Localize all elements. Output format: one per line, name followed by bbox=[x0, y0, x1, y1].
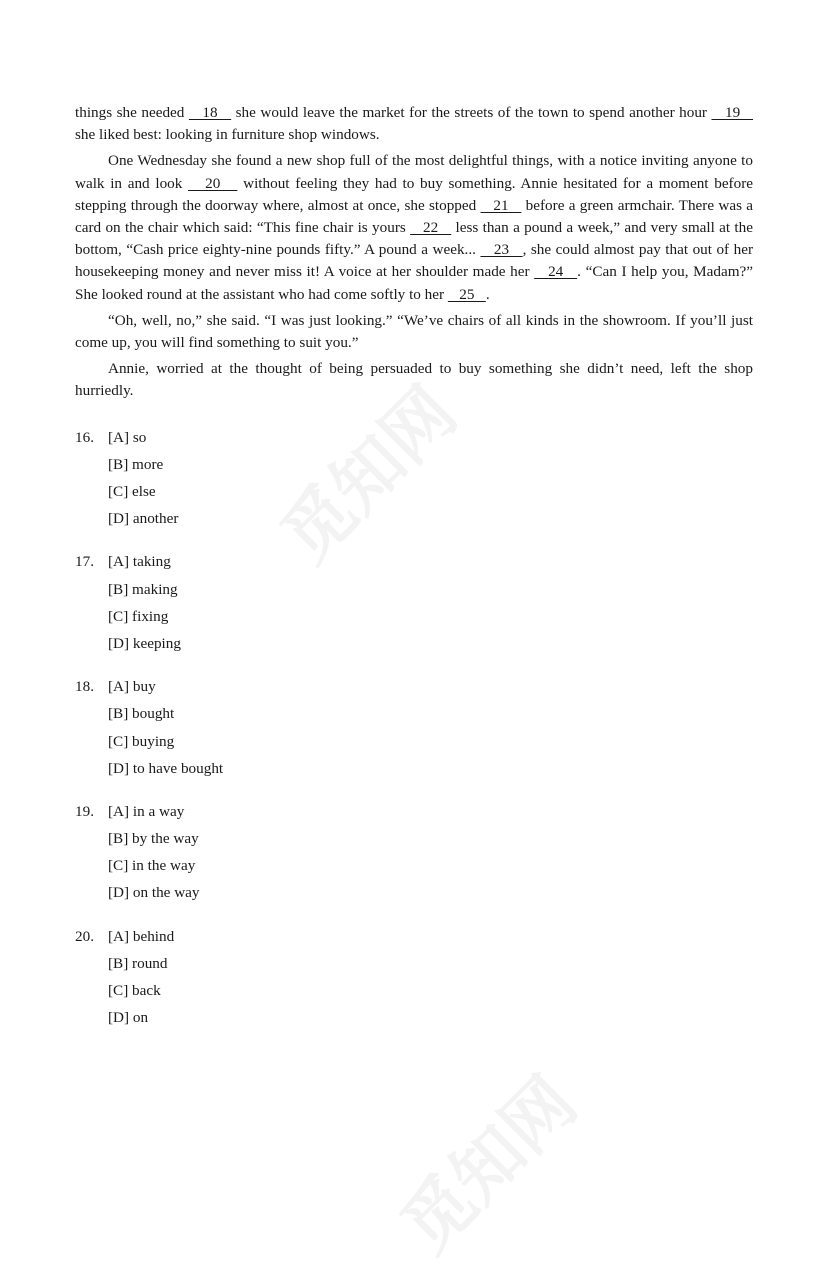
option-b: [B] by the way bbox=[108, 830, 199, 848]
option-b: [B] bought bbox=[108, 705, 175, 723]
option-d: [D] another bbox=[108, 510, 179, 528]
answer-blank: 19 bbox=[711, 104, 754, 121]
option-a: [A] behind bbox=[108, 927, 175, 945]
option-c: [C] back bbox=[108, 982, 161, 1000]
passage-paragraph-4 bbox=[75, 358, 753, 402]
question-list bbox=[75, 427, 753, 1035]
answer-blank: 21 bbox=[480, 196, 522, 214]
option-b: [B] round bbox=[108, 954, 168, 972]
passage-text: before a green armchair. There was a card on the chair which said: “This fine chair is yours bbox=[75, 196, 753, 237]
answer-blank: 24 bbox=[534, 263, 578, 281]
option-a: [A] taking bbox=[108, 553, 171, 571]
option-d: [D] keeping bbox=[108, 634, 181, 652]
passage-paragraph-1 bbox=[75, 102, 753, 146]
question-number: 18. bbox=[75, 678, 94, 696]
question-number: 20. bbox=[75, 927, 94, 945]
option-a: [A] in a way bbox=[108, 802, 185, 820]
question-item bbox=[75, 926, 753, 1035]
document-page bbox=[75, 102, 753, 1050]
answer-blank: 22 bbox=[410, 219, 452, 237]
option-list bbox=[108, 801, 753, 910]
question-number: 19. bbox=[75, 802, 94, 820]
question-number: 16. bbox=[75, 428, 94, 446]
option-a: [A] buy bbox=[108, 678, 156, 696]
passage-text: less than a pound a week,” and very small at the bottom, “Cash price eighty-nine pounds fifty.” A pound a week... bbox=[75, 219, 753, 259]
option-c: [C] fixing bbox=[108, 607, 169, 625]
option-b: [B] making bbox=[108, 580, 178, 598]
option-c: [C] buying bbox=[108, 732, 175, 750]
passage-text: One Wednesday she found a new shop full of the most delightful things, with a notice inviting anyone to walk in and look bbox=[75, 152, 753, 192]
passage-text: Annie, worried at the thought of being persuaded to buy something she didn’t need, left the shop hurriedly. bbox=[75, 360, 753, 400]
question-item bbox=[75, 427, 753, 536]
answer-blank: 18 bbox=[188, 104, 232, 121]
passage-text: she would leave the market for the streets of the town to spend another hour bbox=[231, 104, 712, 121]
option-a: [A] so bbox=[108, 428, 147, 446]
answer-blank: 20 bbox=[188, 174, 238, 192]
question-item bbox=[75, 801, 753, 910]
option-d: [D] to have bought bbox=[108, 759, 224, 777]
option-c: [C] in the way bbox=[108, 857, 196, 875]
passage-text: without feeling they had to buy something. Annie hesitated for a moment before stepping through the doorway where, almost at once, she stopped bbox=[75, 174, 754, 214]
passage-paragraph-2 bbox=[75, 150, 753, 305]
passage-text: she liked best: looking in furniture shop windows. bbox=[75, 126, 380, 144]
question-item bbox=[75, 551, 753, 660]
option-d: [D] on the way bbox=[108, 884, 200, 902]
option-b: [B] more bbox=[108, 455, 164, 473]
question-number: 17. bbox=[75, 553, 94, 571]
question-item bbox=[75, 676, 753, 785]
option-list bbox=[108, 427, 753, 536]
passage-text: . bbox=[485, 285, 490, 303]
passage-text: , she could almost pay that out of her housekeeping money and never miss it! A voice at her shoulder made her bbox=[75, 241, 754, 281]
option-c: [C] else bbox=[108, 483, 156, 501]
option-list bbox=[108, 926, 753, 1035]
option-list bbox=[108, 676, 753, 785]
watermark: 觅知网 bbox=[385, 1061, 593, 1268]
option-list bbox=[108, 551, 753, 660]
answer-blank: 25 bbox=[447, 285, 486, 303]
option-d: [D] on bbox=[108, 1009, 149, 1027]
passage-text: . “Can I help you, Madam?” She looked round at the assistant who had come softly to her bbox=[75, 263, 753, 303]
watermark: 觅知网 bbox=[265, 371, 473, 578]
cloze-passage bbox=[75, 102, 753, 403]
passage-text: “Oh, well, no,” she said. “I was just looking.” “We’ve chairs of all kinds in the showroom. If you’ll just come up, you will find something to suit you.” bbox=[75, 311, 753, 352]
passage-paragraph-3 bbox=[75, 310, 753, 354]
answer-blank: 23 bbox=[480, 241, 523, 259]
passage-text: things she needed bbox=[75, 104, 189, 121]
